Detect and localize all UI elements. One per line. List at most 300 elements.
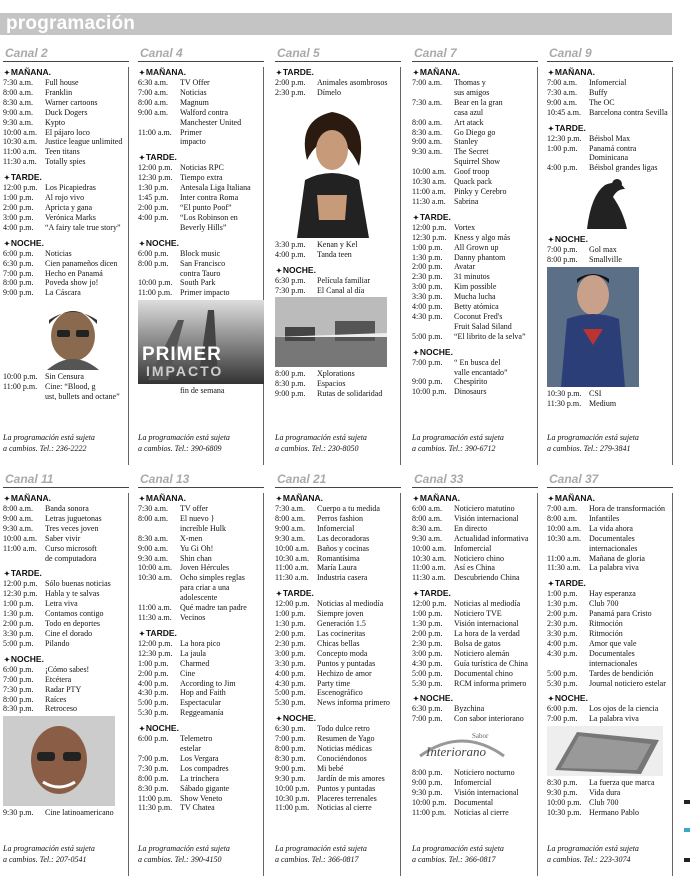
schedule-row	[3, 88, 128, 98]
program-name: Cuerpo a tu medida	[317, 504, 380, 513]
time-label: 11:30 a.m.	[3, 157, 37, 167]
program-name: Coconut Fred's	[454, 311, 503, 321]
section-heading	[3, 654, 128, 664]
schedule-row	[412, 253, 537, 263]
program-name: La palabra viva	[589, 563, 639, 573]
program-name: Espectacular	[180, 698, 221, 708]
star-icon: ✦	[139, 70, 145, 77]
program-name: Infomercial	[454, 543, 492, 553]
program-name: Pinky y Cerebro	[454, 186, 507, 196]
program-name: Franklin	[45, 87, 73, 97]
program-name: Las decoradoras	[317, 533, 370, 543]
section-label: TARDE.	[419, 588, 451, 599]
schedule-row	[412, 778, 537, 788]
program-name: Las cocineritas	[317, 628, 366, 638]
program-name: Apricta y gana	[45, 202, 93, 212]
section-heading	[3, 67, 128, 77]
schedule-row	[3, 278, 128, 288]
program-name: Cine latinoamericano	[45, 808, 114, 818]
program-name: Béisbol Max	[589, 133, 631, 143]
program-name: El Canal al día	[317, 285, 365, 295]
schedule-row	[412, 197, 537, 207]
time-label: 6:30 p.m.	[275, 275, 306, 285]
time-label: 8:00 p.m.	[3, 278, 34, 288]
disclaimer-line: La programación está sujeta	[275, 844, 367, 853]
program-name: Duck Dogers	[45, 107, 88, 117]
program-name: Noticiero chino	[454, 553, 504, 563]
program-name: Beverly Hills”	[180, 222, 227, 232]
program-name: Medium	[589, 398, 617, 408]
program-name: Fruit Salad Siland	[454, 321, 512, 331]
time-label: 12:30 p.m.	[138, 648, 173, 658]
section-heading	[275, 265, 400, 275]
section-heading	[3, 238, 128, 248]
channel-name: Canal 9	[549, 46, 592, 60]
time-label: 1:30 p.m.	[547, 599, 578, 609]
schedule-disclaimer	[3, 844, 95, 865]
schedule-row	[412, 223, 537, 233]
section-heading	[547, 693, 672, 703]
star-icon: ✦	[413, 591, 419, 599]
time-label: 4:30 p.m.	[547, 648, 578, 658]
schedule-row	[275, 639, 400, 649]
time-label: 11:30 p.m.	[547, 398, 582, 408]
time-label	[412, 157, 454, 167]
time-label: 6:00 p.m.	[3, 664, 34, 674]
program-name: Hop and Faith	[180, 688, 226, 698]
schedule-row	[547, 704, 672, 714]
time-label: 1:45 p.m.	[138, 193, 169, 203]
program-name: Película familiar	[317, 275, 371, 285]
schedule-disclaimer	[412, 433, 504, 454]
schedule-row	[138, 78, 263, 88]
time-label: 3:30 p.m.	[412, 292, 443, 302]
section-heading	[3, 172, 128, 182]
schedule-row	[547, 108, 672, 118]
schedule-row	[275, 534, 400, 544]
program-name: 31 minutos	[454, 272, 490, 282]
program-name: Jardín de mis amores	[317, 773, 385, 783]
program-name: Hechizo de amor	[317, 668, 372, 678]
time-label: 11:00 a.m.	[138, 127, 172, 137]
time-label: 2:30 p.m.	[547, 619, 578, 629]
disclaimer-line: La programación está sujeta	[275, 433, 367, 442]
schedule-row	[547, 134, 672, 144]
schedule-row	[412, 167, 537, 177]
schedule-row	[3, 288, 128, 298]
program-name: “El punto Poof”	[180, 202, 232, 212]
time-label: 4:00 p.m.	[547, 163, 578, 173]
time-label: 7:30 p.m.	[275, 285, 306, 295]
program-name: Descubriendo China	[454, 573, 520, 583]
schedule-row	[3, 392, 128, 402]
program-name: Cine el dorado	[45, 628, 93, 638]
star-icon: ✦	[276, 716, 282, 724]
schedule-row	[3, 78, 128, 88]
program-name: Contamos contigo	[45, 609, 104, 619]
program-name: Letras juguetonas	[45, 513, 102, 523]
time-label: 1:00 p.m.	[138, 658, 169, 668]
time-label: 6:30 a.m.	[138, 78, 168, 87]
schedule-row	[412, 78, 537, 88]
time-label: 5:00 p.m.	[547, 668, 578, 678]
schedule-row	[138, 708, 263, 718]
time-label	[138, 744, 180, 754]
schedule-row	[412, 554, 537, 564]
time-label: 8:30 p.m.	[3, 704, 34, 714]
section-label: TARDE.	[145, 627, 177, 638]
section-heading	[412, 493, 537, 503]
program-name: Cine: “Blood, g	[45, 382, 96, 392]
host-photo	[3, 300, 128, 370]
schedule-row	[275, 619, 400, 629]
time-label: 4:30 p.m.	[412, 311, 443, 321]
program-name: sus amigos	[454, 87, 490, 97]
section-heading	[547, 578, 672, 588]
schedule-row	[138, 794, 263, 804]
program-name: El pájaro loco	[45, 127, 90, 137]
time-label: 11:00 a.m.	[412, 563, 446, 573]
time-label: 1:30 p.m.	[412, 252, 443, 262]
time-label: 2:00 p.m.	[3, 202, 34, 212]
program-name: Danny phantom	[454, 252, 506, 262]
time-label: 8:00 a.m.	[412, 513, 442, 523]
time-label	[547, 544, 589, 554]
program-name: Visión internacional	[454, 513, 519, 523]
program-name: Primer impacto	[180, 288, 230, 298]
schedule-row	[138, 524, 263, 534]
schedule-row	[275, 698, 400, 708]
section-label: MAÑANA.	[282, 493, 324, 503]
time-label: 5:30 p.m.	[138, 708, 169, 718]
schedule-row	[412, 377, 537, 387]
program-name: Stanley	[454, 137, 478, 147]
time-label: 8:00 a.m.	[138, 97, 168, 107]
schedule-row	[3, 213, 128, 223]
schedule-row	[3, 118, 128, 128]
section-heading	[138, 628, 263, 638]
schedule-row	[3, 579, 128, 589]
schedule-row	[275, 554, 400, 564]
star-icon: ✦	[4, 175, 10, 183]
program-name: adolescente	[180, 593, 218, 603]
channel-column-canal-9	[547, 45, 673, 465]
schedule-row	[275, 369, 400, 379]
program-name: Romantísima	[317, 553, 360, 563]
program-name: Show Veneto	[180, 793, 223, 803]
section-label: TARDE.	[282, 67, 314, 77]
time-label: 10:30 a.m.	[138, 573, 172, 583]
logo-text: Interiorano	[426, 744, 486, 760]
section-heading	[138, 152, 263, 162]
schedule-row	[138, 679, 263, 689]
time-label: 4:30 p.m.	[138, 688, 169, 698]
schedule-row	[138, 613, 263, 623]
program-name: “El librito de la selva”	[454, 331, 526, 341]
time-label: 1:00 p.m.	[412, 609, 443, 619]
time-label: 11:30 a.m.	[547, 563, 581, 573]
time-label: 7:00 p.m.	[138, 753, 169, 763]
time-label: 3:30 p.m.	[547, 628, 578, 638]
time-label: 12:30 p.m.	[138, 173, 173, 183]
program-name: Saber vivir	[45, 533, 81, 543]
program-name: Magnum	[180, 97, 209, 107]
section-heading	[412, 212, 537, 222]
program-name: Letra viva	[45, 599, 78, 609]
time-label: 8:00 p.m.	[547, 255, 578, 265]
time-label: 10:30 p.m.	[547, 807, 582, 817]
program-name: Quack pack	[454, 177, 492, 187]
schedule-row	[138, 269, 263, 279]
section-label: NOCHE.	[419, 693, 453, 704]
schedule-row	[3, 382, 128, 392]
schedule-row	[547, 245, 672, 255]
schedule-row	[3, 259, 128, 269]
schedule-row	[547, 255, 672, 265]
schedule-row	[138, 554, 263, 564]
time-label: 3:00 p.m.	[412, 282, 443, 292]
time-label: 1:30 p.m.	[138, 183, 169, 193]
time-label: 11:00 p.m.	[3, 382, 38, 392]
schedule-row	[3, 249, 128, 259]
channel-name: Canal 7	[414, 46, 457, 60]
section-label: NOCHE.	[145, 723, 179, 734]
channel-rule	[412, 487, 538, 488]
channel-column-canal-37	[547, 471, 673, 876]
schedule-row	[275, 794, 400, 804]
time-label: 7:00 p.m.	[547, 245, 578, 255]
channel-rule	[275, 61, 401, 62]
schedule-row	[547, 524, 672, 534]
program-name: Bolsa de gatos	[454, 638, 501, 648]
program-name: Todo en deportes	[45, 619, 100, 629]
program-name: Escenográfico	[317, 688, 363, 698]
time-label: 8:30 a.m.	[3, 97, 33, 107]
program-name: La fuerza que marca	[589, 778, 655, 788]
time-label: 10:00 a.m.	[138, 563, 172, 573]
program-name: internacionales	[589, 543, 638, 553]
schedule-row	[412, 534, 537, 544]
schedule-row	[275, 599, 400, 609]
schedule-row	[412, 659, 537, 669]
program-name: ust, bullets and octane”	[45, 392, 120, 402]
schedule-row	[138, 698, 263, 708]
time-label: 7:30 p.m.	[138, 763, 169, 773]
time-label: 12:00 p.m.	[3, 579, 38, 589]
program-name: impacto	[180, 137, 206, 147]
time-label: 9:30 a.m.	[3, 523, 33, 533]
time-label: 12:00 p.m.	[138, 638, 173, 648]
schedule-row	[138, 278, 263, 288]
program-name: Documentales	[589, 533, 635, 543]
section-label: TARDE.	[554, 122, 586, 133]
time-label: 2:00 p.m.	[275, 78, 306, 87]
schedule-row	[547, 589, 672, 599]
time-label: 12:00 p.m.	[138, 163, 173, 173]
program-name: increíble Hulk	[180, 523, 226, 533]
program-name: Infomercial	[317, 523, 355, 533]
program-name: Visión internacional	[454, 788, 519, 798]
schedule-row	[412, 88, 537, 98]
time-label: 10:30 a.m.	[3, 137, 37, 147]
channel-schedule	[138, 493, 264, 876]
time-label: 1:00 p.m.	[547, 589, 578, 599]
program-name: TV Offer	[180, 78, 210, 87]
schedule-row	[547, 78, 672, 88]
time-label: 4:00 p.m.	[275, 249, 306, 259]
schedule-row	[412, 669, 537, 679]
schedule-row	[138, 259, 263, 269]
program-name: Visión internacional	[454, 619, 519, 629]
disclaimer-line: a cambios. Tel.: 223-3074	[547, 854, 631, 864]
schedule-row	[138, 514, 263, 524]
schedule-row	[3, 589, 128, 599]
time-label: 7:00 a.m.	[138, 87, 168, 97]
page-title: programación	[6, 13, 136, 34]
time-label: 8:30 a.m.	[138, 533, 168, 543]
time-label: 11:00 a.m.	[275, 563, 309, 573]
program-name: Hay esperanza	[589, 589, 636, 599]
time-label	[3, 392, 45, 402]
section-label: TARDE.	[145, 152, 177, 163]
schedule-disclaimer	[275, 433, 367, 454]
logo-text: Sabor	[472, 732, 489, 741]
schedule-row	[412, 312, 537, 322]
schedule-row	[3, 147, 128, 157]
schedule-row	[412, 514, 537, 524]
time-label: 8:30 p.m.	[547, 778, 578, 788]
program-name: Tardes de bendición	[589, 668, 654, 678]
time-label: 3:30 p.m.	[275, 239, 306, 249]
program-name: Al rojo vivo	[45, 193, 85, 203]
time-label: 8:00 p.m.	[138, 773, 169, 783]
time-label: 10:30 p.m.	[547, 389, 582, 399]
schedule-row	[275, 514, 400, 524]
time-label: 11:00 a.m.	[3, 147, 37, 157]
schedule-row	[547, 629, 672, 639]
program-name: Xplorations	[317, 369, 355, 379]
time-label: 11:00 a.m.	[3, 543, 37, 553]
disclaimer-line: a cambios. Tel.: 366-0817	[412, 854, 496, 864]
disclaimer-line: La programación está sujeta	[3, 844, 95, 853]
section-label: NOCHE.	[554, 234, 588, 245]
schedule-row	[3, 98, 128, 108]
time-label: 10:45 a.m.	[547, 107, 581, 117]
schedule-row	[547, 554, 672, 564]
time-label: 9:30 a.m.	[412, 533, 442, 543]
schedule-row	[412, 808, 537, 818]
time-label: 8:00 p.m.	[3, 694, 34, 704]
program-name: Cine	[180, 668, 196, 678]
schedule-row	[138, 544, 263, 554]
section-label: MAÑANA.	[10, 67, 52, 77]
program-name: ¡Cómo sabes!	[45, 664, 90, 674]
time-label: 11:00 p.m.	[275, 803, 310, 813]
program-name: Documentales	[589, 648, 635, 658]
schedule-row	[412, 504, 537, 514]
program-name: Joven Hércules	[180, 563, 230, 573]
schedule-row	[3, 504, 128, 514]
page-edge-mark	[684, 800, 690, 804]
time-label: 8:00 a.m.	[412, 117, 442, 127]
section-heading	[138, 723, 263, 733]
star-icon: ✦	[413, 696, 419, 704]
schedule-row	[412, 714, 537, 724]
program-name: Raíces	[45, 694, 67, 704]
program-name: Full house	[45, 78, 79, 87]
section-heading	[412, 67, 537, 77]
program-name: Primer	[180, 127, 202, 137]
time-label: 9:00 p.m.	[412, 377, 443, 387]
program-name: Squirrel Show	[454, 157, 500, 167]
channel-name: Canal 5	[277, 46, 320, 60]
time-label: 8:00 a.m.	[3, 87, 33, 97]
program-name: Sólo buenas noticias	[45, 579, 111, 589]
schedule-row	[412, 272, 537, 282]
time-label: 7:00 a.m.	[412, 78, 442, 87]
schedule-row	[275, 563, 400, 573]
program-name: El nuevo }	[180, 513, 215, 523]
section-label: MAÑANA.	[554, 493, 596, 503]
program-name: Curso microsoft	[45, 543, 97, 553]
time-label	[138, 583, 180, 593]
time-label: 8:30 p.m.	[275, 379, 306, 389]
star-icon: ✦	[4, 70, 10, 77]
schedule-row	[138, 249, 263, 259]
schedule-row	[547, 563, 672, 573]
time-label	[138, 223, 180, 233]
schedule-row	[275, 784, 400, 794]
schedule-row	[138, 583, 263, 593]
time-label: 8:00 a.m.	[275, 513, 305, 523]
schedule-row	[412, 262, 537, 272]
schedule-row	[138, 744, 263, 754]
primer-impacto-logo	[138, 300, 263, 384]
program-name: valle encantado”	[454, 367, 508, 377]
schedule-row	[3, 695, 128, 705]
time-label: 1:00 p.m.	[275, 609, 306, 619]
channel-name: Canal 21	[277, 472, 327, 486]
time-label: 10:00 a.m.	[275, 543, 309, 553]
time-label: 9:30 p.m.	[412, 788, 443, 798]
star-icon: ✦	[139, 726, 145, 734]
time-label: 1:00 p.m.	[547, 143, 578, 153]
schedule-row	[275, 764, 400, 774]
section-label: NOCHE.	[145, 237, 179, 248]
time-label: 12:00 p.m.	[3, 183, 38, 193]
program-name: Hecho en Panamá	[45, 268, 103, 278]
schedule-row	[275, 78, 400, 88]
time-label: 10:30 a.m.	[275, 553, 309, 563]
time-label: 8:30 p.m.	[138, 783, 169, 793]
program-name: La trinchera	[180, 773, 219, 783]
time-label: 10:00 p.m.	[412, 387, 447, 397]
schedule-row	[3, 665, 128, 675]
time-label: 9:00 p.m.	[3, 288, 34, 298]
program-name: Animales asombrosos	[317, 78, 388, 87]
channel-name: Canal 13	[140, 472, 190, 486]
program-name: “Los Robinson en	[180, 212, 238, 222]
disclaimer-line: La programación está sujeta	[412, 433, 504, 442]
schedule-row	[138, 137, 263, 147]
channel-name: Canal 4	[140, 46, 183, 60]
time-label: 7:00 a.m.	[547, 78, 577, 87]
channel-schedule	[547, 493, 673, 876]
program-name: Industria casera	[317, 573, 368, 583]
schedule-row	[547, 399, 672, 409]
schedule-row	[3, 183, 128, 193]
schedule-row	[275, 524, 400, 534]
